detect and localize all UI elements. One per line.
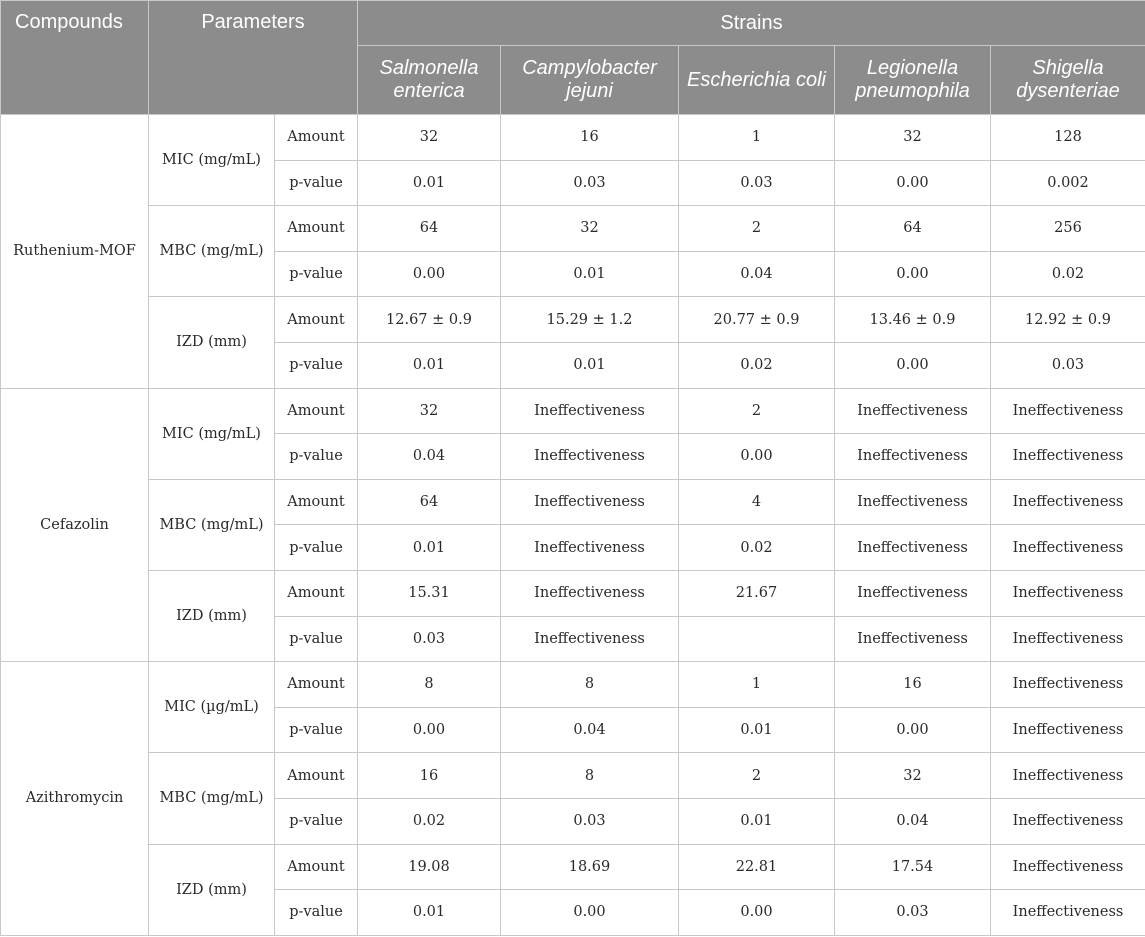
value-cell: Ineffectiveness	[991, 570, 1145, 616]
row-label-cell: p-value	[275, 251, 358, 297]
value-cell: 0.03	[835, 890, 991, 936]
value-cell: Ineffectiveness	[991, 753, 1145, 799]
row-label-cell: p-value	[275, 434, 358, 480]
parameter-cell: IZD (mm)	[149, 297, 275, 388]
value-cell: 0.03	[501, 798, 679, 844]
value-cell: 8	[501, 662, 679, 708]
parameter-cell: MIC (mg/mL)	[149, 388, 275, 479]
value-cell: 16	[501, 115, 679, 161]
table-row	[1, 753, 1145, 799]
value-cell: 0.00	[358, 251, 501, 297]
value-cell: 16	[358, 753, 501, 799]
value-cell: 22.81	[679, 844, 835, 890]
row-label-cell: Amount	[275, 479, 358, 525]
value-cell: 0.00	[835, 342, 991, 388]
row-label-cell: Amount	[275, 844, 358, 890]
value-cell: 0.00	[835, 251, 991, 297]
parameter-cell: MBC (mg/mL)	[149, 206, 275, 297]
value-cell: 0.03	[501, 160, 679, 206]
value-cell: 15.31	[358, 570, 501, 616]
value-cell: 0.04	[501, 707, 679, 753]
parameter-cell: MBC (mg/mL)	[149, 753, 275, 844]
row-label-cell: Amount	[275, 388, 358, 434]
value-cell: 32	[501, 206, 679, 252]
header-strain-legionella: Legionella pneumophila	[835, 46, 991, 115]
parameter-cell: MBC (mg/mL)	[149, 479, 275, 570]
value-cell: 12.92 ± 0.9	[991, 297, 1145, 343]
value-cell: 1	[679, 662, 835, 708]
value-cell: 0.01	[358, 342, 501, 388]
value-cell: 0.01	[358, 525, 501, 571]
value-cell: Ineffectiveness	[835, 570, 991, 616]
row-label-cell: Amount	[275, 753, 358, 799]
value-cell: 0.00	[679, 434, 835, 480]
value-cell: 0.02	[358, 798, 501, 844]
row-label-cell: p-value	[275, 890, 358, 936]
value-cell: Ineffectiveness	[835, 434, 991, 480]
value-cell: 0.002	[991, 160, 1145, 206]
value-cell: 64	[835, 206, 991, 252]
parameter-cell: MIC (mg/mL)	[149, 115, 275, 206]
table-row	[1, 115, 1145, 161]
row-label-cell: Amount	[275, 206, 358, 252]
value-cell: 64	[358, 206, 501, 252]
value-cell: Ineffectiveness	[835, 388, 991, 434]
value-cell: 0.03	[991, 342, 1145, 388]
table-body	[1, 115, 1145, 936]
value-cell: 256	[991, 206, 1145, 252]
value-cell: 0.02	[679, 342, 835, 388]
row-label-cell: Amount	[275, 570, 358, 616]
value-cell: Ineffectiveness	[991, 616, 1145, 662]
value-cell: 16	[835, 662, 991, 708]
row-label-cell: p-value	[275, 160, 358, 206]
table-row	[1, 206, 1145, 252]
value-cell: Ineffectiveness	[991, 525, 1145, 571]
value-cell: Ineffectiveness	[991, 890, 1145, 936]
value-cell: Ineffectiveness	[501, 570, 679, 616]
value-cell: Ineffectiveness	[991, 434, 1145, 480]
table-row	[1, 662, 1145, 708]
value-cell: 2	[679, 753, 835, 799]
value-cell: 0.00	[835, 160, 991, 206]
value-cell: 128	[991, 115, 1145, 161]
value-cell: 1	[679, 115, 835, 161]
value-cell: 17.54	[835, 844, 991, 890]
value-cell: Ineffectiveness	[501, 434, 679, 480]
value-cell: 32	[835, 753, 991, 799]
row-label-cell: p-value	[275, 798, 358, 844]
value-cell: Ineffectiveness	[501, 525, 679, 571]
parameter-cell: IZD (mm)	[149, 844, 275, 935]
value-cell: 18.69	[501, 844, 679, 890]
value-cell: 0.02	[991, 251, 1145, 297]
header-strain-salmonella: Salmonella enterica	[358, 46, 501, 115]
table-row	[1, 297, 1145, 343]
value-cell: Ineffectiveness	[501, 479, 679, 525]
value-cell: Ineffectiveness	[991, 798, 1145, 844]
value-cell: 4	[679, 479, 835, 525]
value-cell: Ineffectiveness	[991, 707, 1145, 753]
value-cell: 0.00	[358, 707, 501, 753]
compound-cell: Azithromycin	[1, 662, 149, 936]
row-label-cell: p-value	[275, 525, 358, 571]
value-cell: 0.01	[501, 342, 679, 388]
value-cell: 2	[679, 206, 835, 252]
value-cell: Ineffectiveness	[835, 479, 991, 525]
row-label-cell: p-value	[275, 616, 358, 662]
value-cell: 0.03	[679, 160, 835, 206]
value-cell: 64	[358, 479, 501, 525]
value-cell: Ineffectiveness	[501, 616, 679, 662]
value-cell: 15.29 ± 1.2	[501, 297, 679, 343]
value-cell: 0.04	[835, 798, 991, 844]
value-cell: 0.00	[835, 707, 991, 753]
compound-cell: Cefazolin	[1, 388, 149, 662]
row-label-cell: Amount	[275, 297, 358, 343]
value-cell: 0.01	[358, 160, 501, 206]
header-compounds: Compounds	[1, 1, 149, 115]
compound-cell: Ruthenium-MOF	[1, 115, 149, 389]
value-cell: 0.02	[679, 525, 835, 571]
header-strain-campylobacter: Campylobacter jejuni	[501, 46, 679, 115]
value-cell: 32	[358, 115, 501, 161]
value-cell: Ineffectiveness	[835, 616, 991, 662]
value-cell: Ineffectiveness	[991, 388, 1145, 434]
table-row	[1, 388, 1145, 434]
value-cell: 8	[358, 662, 501, 708]
value-cell: 0.01	[501, 251, 679, 297]
value-cell: 32	[358, 388, 501, 434]
value-cell: Ineffectiveness	[835, 525, 991, 571]
value-cell: 21.67	[679, 570, 835, 616]
value-cell	[679, 616, 835, 662]
parameter-cell: MIC (µg/mL)	[149, 662, 275, 753]
value-cell: 0.01	[679, 798, 835, 844]
value-cell: 32	[835, 115, 991, 161]
value-cell: 8	[501, 753, 679, 799]
value-cell: 0.01	[358, 890, 501, 936]
value-cell: 0.00	[501, 890, 679, 936]
table-row	[1, 844, 1145, 890]
value-cell: 20.77 ± 0.9	[679, 297, 835, 343]
table-header	[1, 1, 1145, 115]
row-label-cell: Amount	[275, 662, 358, 708]
table-row	[1, 479, 1145, 525]
value-cell: Ineffectiveness	[991, 479, 1145, 525]
value-cell: Ineffectiveness	[501, 388, 679, 434]
value-cell: 19.08	[358, 844, 501, 890]
value-cell: 0.04	[358, 434, 501, 480]
table-row	[1, 570, 1145, 616]
header-parameters: Parameters	[149, 1, 358, 115]
value-cell: Ineffectiveness	[991, 662, 1145, 708]
row-label-cell: p-value	[275, 707, 358, 753]
parameter-cell: IZD (mm)	[149, 570, 275, 661]
value-cell: 0.04	[679, 251, 835, 297]
header-strains: Strains	[358, 1, 1145, 46]
header-strain-escherichia: Escherichia coli	[679, 46, 835, 115]
value-cell: 2	[679, 388, 835, 434]
value-cell: 12.67 ± 0.9	[358, 297, 501, 343]
row-label-cell: p-value	[275, 342, 358, 388]
header-strain-shigella: Shigella dysenteriae	[991, 46, 1145, 115]
value-cell: 13.46 ± 0.9	[835, 297, 991, 343]
value-cell: 0.03	[358, 616, 501, 662]
value-cell: Ineffectiveness	[991, 844, 1145, 890]
value-cell: 0.00	[679, 890, 835, 936]
row-label-cell: Amount	[275, 115, 358, 161]
value-cell: 0.01	[679, 707, 835, 753]
